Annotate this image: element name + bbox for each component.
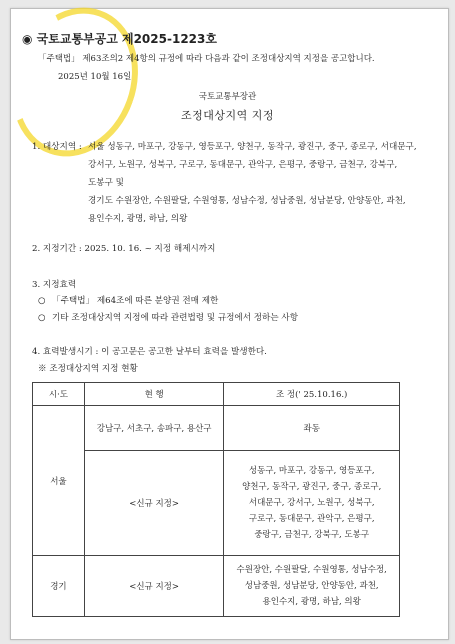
section-1-line-4: 경기도 수원장안, 수원팔달, 수원영통, 성남수정, 성남중원, 성남분당, 안양동안, 과천, [88, 196, 406, 206]
gyeonggi-adjusted-line: 성남중원, 성남분당, 안양동안, 과천, [244, 581, 379, 591]
designation-table [32, 382, 400, 617]
gyeonggi-current: <신규 지정> [84, 556, 224, 617]
gyeonggi-adjusted-line: 수원장안, 수원팔달, 수원영통, 성남수정, [236, 565, 387, 575]
notice-intro: 「주택법」 제63조의2 제4항의 규정에 따라 다음과 같이 조정대상지역 지정을 공고합니다. [38, 54, 375, 64]
table-row [33, 406, 400, 451]
table-row [33, 556, 400, 617]
table-header-row [33, 383, 400, 406]
seoul-adjusted-line: 중랑구, 금천구, 강북구, 도봉구 [254, 530, 370, 540]
notice-title-text: 국토교통부공고 제2025-1223호 [36, 32, 217, 46]
seoul-adjusted-new [224, 451, 400, 556]
gyeonggi-adjusted [224, 556, 400, 617]
section-3-bullet-1-text: 「주택법」 제64조에 따른 분양권 전매 제한 [52, 296, 219, 306]
seoul-adjusted-line: 성동구, 마포구, 강동구, 영등포구, [248, 466, 375, 476]
seoul-adjusted-line: 구로구, 동대문구, 관악구, 은평구, [248, 514, 375, 524]
table-note: ※ 조정대상지역 지정 현황 [38, 364, 138, 374]
circle-bullet-icon: ○ [38, 296, 46, 306]
header-current: 현 행 [84, 383, 224, 406]
header-adjusted: 조 정(' 25.10.16.) [224, 383, 400, 406]
section-2-period: 2. 지정기간 : 2025. 10. 16. ~ 지정 해제시까지 [32, 244, 216, 254]
section-1-line-2: 강서구, 노원구, 성북구, 구로구, 동대문구, 관악구, 은평구, 중랑구, 금천구, 강북구, [88, 160, 398, 170]
bullet-marker-icon: ◉ [22, 32, 33, 46]
section-1-line-5: 용인수지, 광명, 하남, 의왕 [88, 214, 188, 224]
section-4-effective: 4. 효력발생시기 : 이 공고문은 공고한 날부터 효력을 발생한다. [32, 347, 267, 357]
seoul-adjusted-line: 서대문구, 강서구, 노원구, 성북구, [248, 498, 375, 508]
page-title: 조정대상지역 지정 [180, 109, 274, 122]
section-1-line-3: 도봉구 및 [88, 178, 124, 188]
seoul-adjusted-existing: 좌동 [224, 406, 400, 451]
section-3-label: 3. 지정효력 [32, 280, 77, 290]
header-region: 시·도 [33, 383, 85, 406]
notice-title [22, 30, 217, 47]
seoul-current-existing: 강남구, 서초구, 송파구, 용산구 [84, 406, 224, 451]
seoul-current-new: <신규 지정> [84, 451, 224, 556]
gyeonggi-adjusted-line: 용인수지, 광명, 하남, 의왕 [262, 597, 361, 607]
region-gyeonggi: 경기 [33, 556, 85, 617]
section-3-bullet-1 [38, 294, 218, 306]
notice-date: 2025년 10월 16일 [58, 72, 132, 82]
table-row [33, 451, 400, 556]
section-1-label: 1. 대상지역 : [32, 142, 82, 152]
section-3-bullet-2-text: 기타 조정대상지역 지정에 따라 관련법령 및 규정에서 정하는 사항 [52, 313, 298, 323]
circle-bullet-icon: ○ [38, 313, 46, 323]
notice-issuer: 국토교통부장관 [198, 92, 257, 102]
region-seoul: 서울 [33, 406, 85, 556]
section-3-bullet-2 [38, 311, 298, 323]
section-1-line-1: 서울 성동구, 마포구, 강동구, 영등포구, 양천구, 동작구, 광진구, 중구, 종로구, 서대문구, [88, 142, 417, 152]
seoul-adjusted-line: 양천구, 동작구, 광진구, 중구, 종로구, [242, 482, 382, 492]
